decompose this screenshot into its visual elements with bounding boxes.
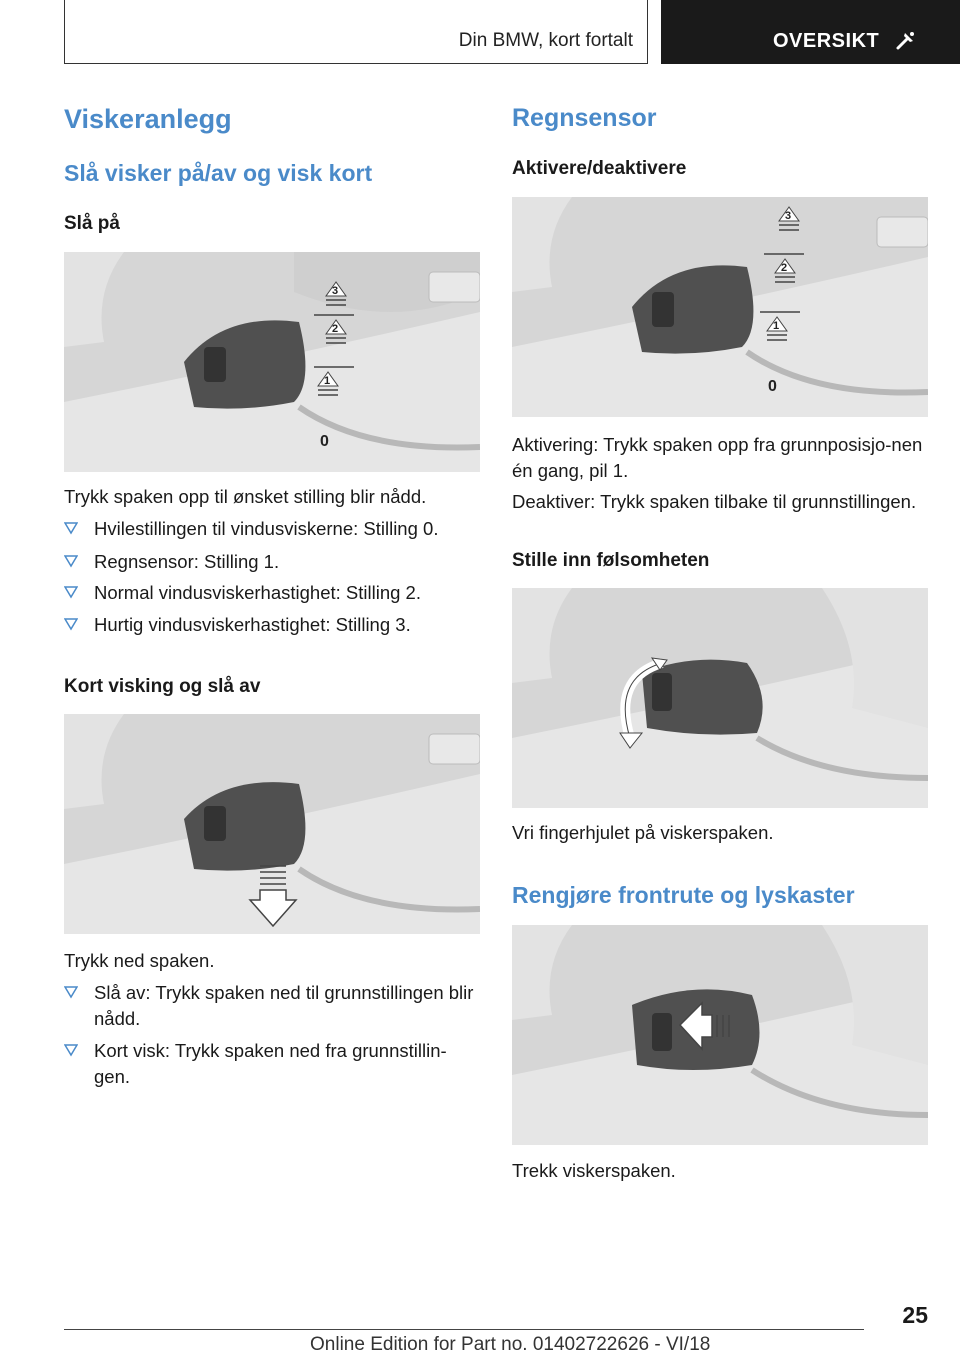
triangle-bullet-icon <box>64 554 78 568</box>
text-pull-lever: Trekk viskerspaken. <box>512 1160 676 1181</box>
list-item: Regnsensor: Stilling 1. <box>64 549 480 575</box>
title-clean-windscreen: Rengjøre frontrute og lyskaster <box>512 882 855 908</box>
text-activation: Aktivering: Trykk spaken opp fra grunnposisjo-nen én gang, pil 1. <box>512 434 923 481</box>
position-label-0: 0 <box>768 378 777 395</box>
triangle-bullet-icon <box>64 1043 78 1057</box>
list-item: Kort visk: Trykk spaken ned fra grunnstillin-gen. <box>64 1038 480 1090</box>
position-label-3: 3 <box>332 285 339 297</box>
position-label-1: 1 <box>324 375 331 387</box>
text-sensitivity: Vri fingerhjulet på viskerspaken. <box>512 822 774 843</box>
list-item: Slå av: Trykk spaken ned til grunnstillingen blir nådd. <box>64 980 480 1032</box>
triangle-bullet-icon <box>64 585 78 599</box>
triangle-bullet-icon <box>64 521 78 535</box>
footer-divider <box>64 1329 864 1330</box>
position-label-1: 1 <box>773 320 780 332</box>
figure-wiper-lever-positions <box>64 252 480 472</box>
figure-rain-sensor-lever <box>512 197 928 417</box>
heading-short-wipe: Kort visking og slå av <box>64 676 261 697</box>
triangle-bullet-icon <box>64 617 78 631</box>
list-item: Normal vindusviskerhastighet: Stilling 2. <box>64 580 480 606</box>
text-short-wipe: Trykk ned spaken. <box>64 950 215 971</box>
header-chapter: Din BMW, kort fortalt <box>458 30 633 51</box>
text-switch-on: Trykk spaken opp til ønsket stilling blir nådd. <box>64 486 427 507</box>
position-label-2: 2 <box>332 323 339 335</box>
figure-wiper-lever-pull <box>512 925 928 1145</box>
position-label-2: 2 <box>781 262 788 274</box>
position-label-0: 0 <box>320 433 329 450</box>
heading-switch-on: Slå på <box>64 213 120 234</box>
edition-note: Online Edition for Part no. 01402722626 - VI/18 <box>310 1334 711 1355</box>
header-section: OVERSIKT <box>773 30 880 52</box>
triangle-bullet-icon <box>64 985 78 999</box>
car-tools-icon <box>895 29 917 51</box>
text-deactivation: Deaktiver: Trykk spaken tilbake til grunnstillingen. <box>512 491 917 512</box>
list-item: Hurtig vindusviskerhastighet: Stilling 3. <box>64 612 480 638</box>
heading-activate: Aktivere/deaktivere <box>512 158 687 179</box>
header-section-tab[interactable] <box>661 0 960 64</box>
title-rain-sensor: Regnsensor <box>512 104 657 132</box>
figure-wiper-lever-down <box>64 714 480 934</box>
subtitle-wiper-onoff: Slå visker på/av og visk kort <box>64 160 373 186</box>
list-item: Hvilestillingen til vindusviskerne: Stilling 0. <box>64 516 480 542</box>
header-chapter-box <box>64 0 648 64</box>
position-label-3: 3 <box>785 210 792 222</box>
figure-thumbwheel <box>512 588 928 808</box>
page-number: 25 <box>902 1302 928 1328</box>
heading-sensitivity: Stille inn følsomheten <box>512 550 710 571</box>
page-title-wipers: Viskeranlegg <box>64 104 232 134</box>
